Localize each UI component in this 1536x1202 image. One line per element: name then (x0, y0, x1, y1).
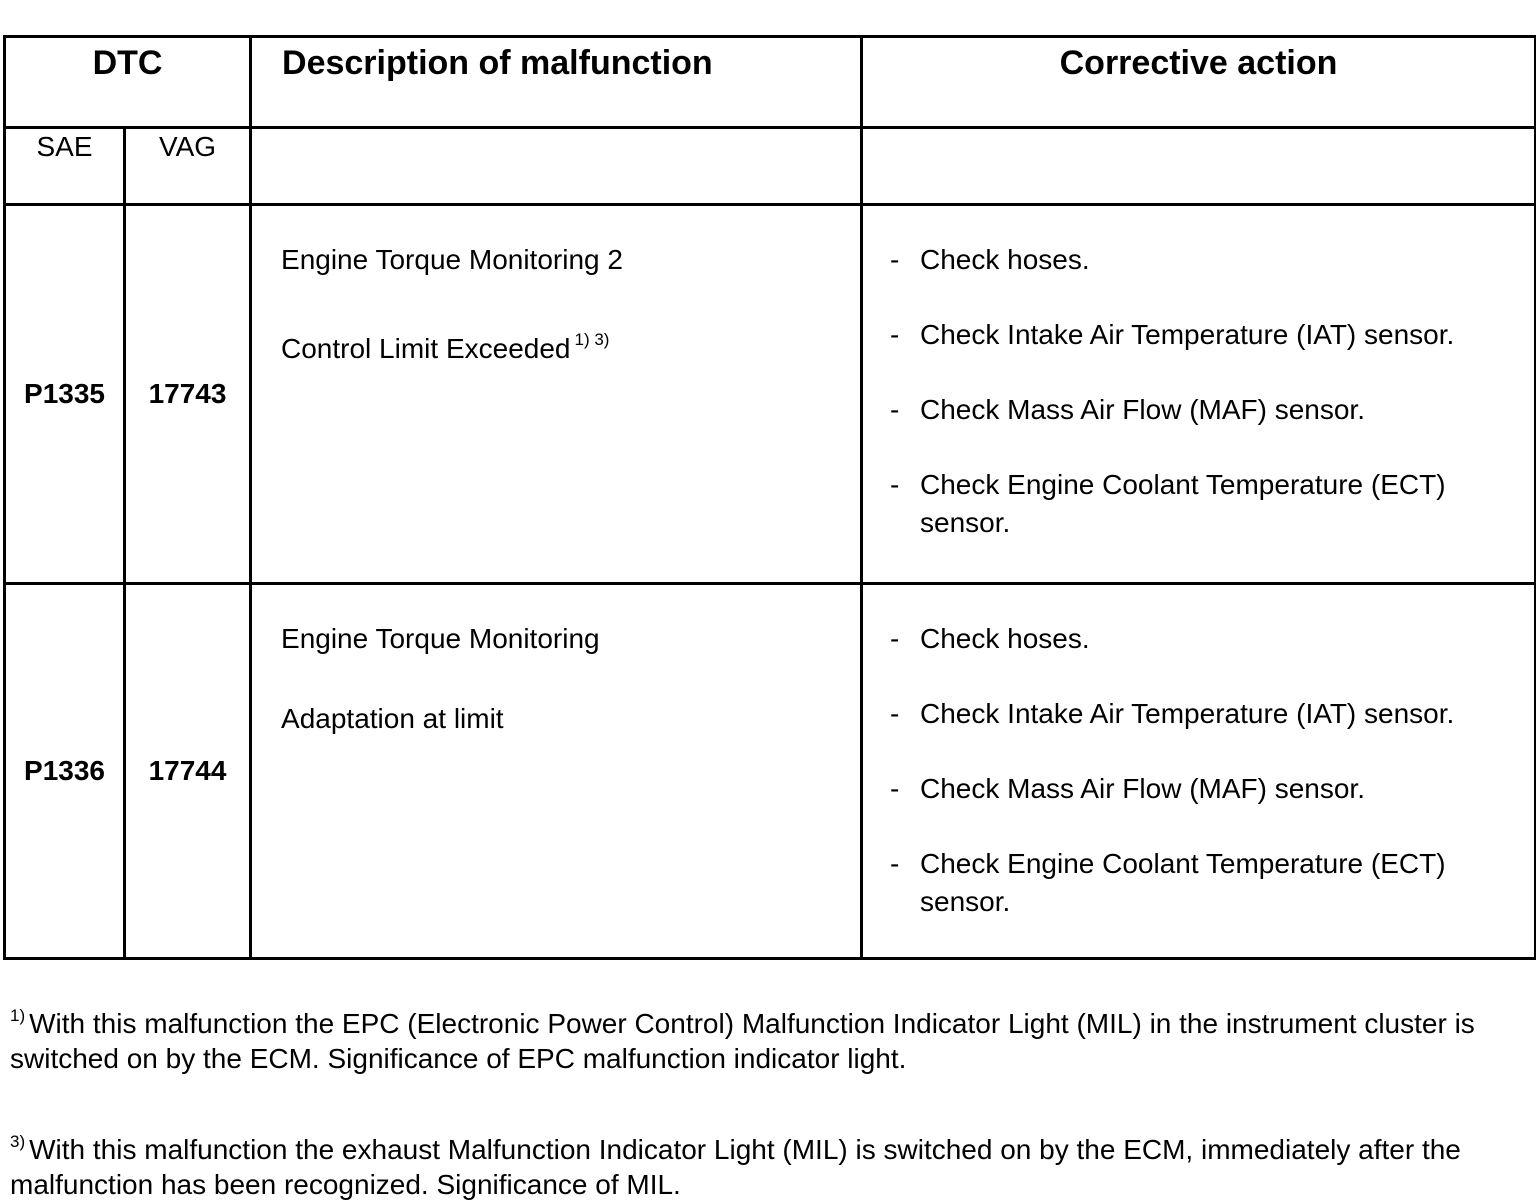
description-subheader-blank (251, 128, 862, 205)
footnotes (10, 998, 1510, 1202)
vag-header: VAG (125, 128, 251, 205)
footnote-marker: 1) (10, 1006, 26, 1025)
vag-code: 17743 (125, 205, 251, 584)
dtc-header: DTC (5, 37, 251, 128)
sae-header: SAE (5, 128, 125, 205)
action-item: - Check hoses. (890, 244, 1090, 275)
corrective-action-list (862, 205, 1536, 584)
subheader-row (5, 128, 1536, 205)
table-row (5, 584, 1536, 959)
dtc-table (3, 35, 1536, 960)
vag-code: 17744 (125, 584, 251, 959)
sae-code: P1335 (5, 205, 125, 584)
description-line: Engine Torque Monitoring 2 (281, 244, 623, 275)
action-item: - Check Mass Air Flow (MAF) sensor. (890, 394, 1365, 425)
footnote (10, 1124, 1510, 1202)
action-item: - Check Intake Air Temperature (IAT) sensor. (890, 698, 1455, 729)
action-item: - Check Mass Air Flow (MAF) sensor. (890, 773, 1365, 804)
corrective-subheader-blank (862, 128, 1536, 205)
corrective-action-list (862, 584, 1536, 959)
sae-code: P1336 (5, 584, 125, 959)
header-row (5, 37, 1536, 128)
description-header: Description of malfunction (251, 37, 862, 128)
footnote-text: With this malfunction the exhaust Malfunction Indicator Light (MIL) is switched on by the ECM, immediately after the malfunction has been recognized. Significance of MIL. (10, 1134, 1461, 1200)
action-item: - Check Engine Coolant Temperature (ECT) sensor. (890, 848, 1446, 917)
description-line: Adaptation at limit (281, 703, 504, 734)
footnote (10, 998, 1510, 1076)
table-row (5, 205, 1536, 584)
footnote-marker: 3) (10, 1132, 26, 1151)
malfunction-description (251, 584, 862, 959)
footnote-reference: 1) 3) (574, 330, 610, 349)
description-line: Engine Torque Monitoring (281, 623, 600, 654)
footnote-text: With this malfunction the EPC (Electronic Power Control) Malfunction Indicator Light (MIL) in the instrument cluster is switched on by the ECM. Significance of EPC malfunction indicator light. (10, 1008, 1475, 1074)
action-item: - Check hoses. (890, 623, 1090, 654)
action-item: - Check Intake Air Temperature (IAT) sensor. (890, 319, 1455, 350)
action-item: - Check Engine Coolant Temperature (ECT) sensor. (890, 469, 1446, 538)
malfunction-description (251, 205, 862, 584)
corrective-action-header: Corrective action (862, 37, 1536, 128)
description-line: Control Limit Exceeded $^{1) 3)}$ (281, 330, 610, 364)
